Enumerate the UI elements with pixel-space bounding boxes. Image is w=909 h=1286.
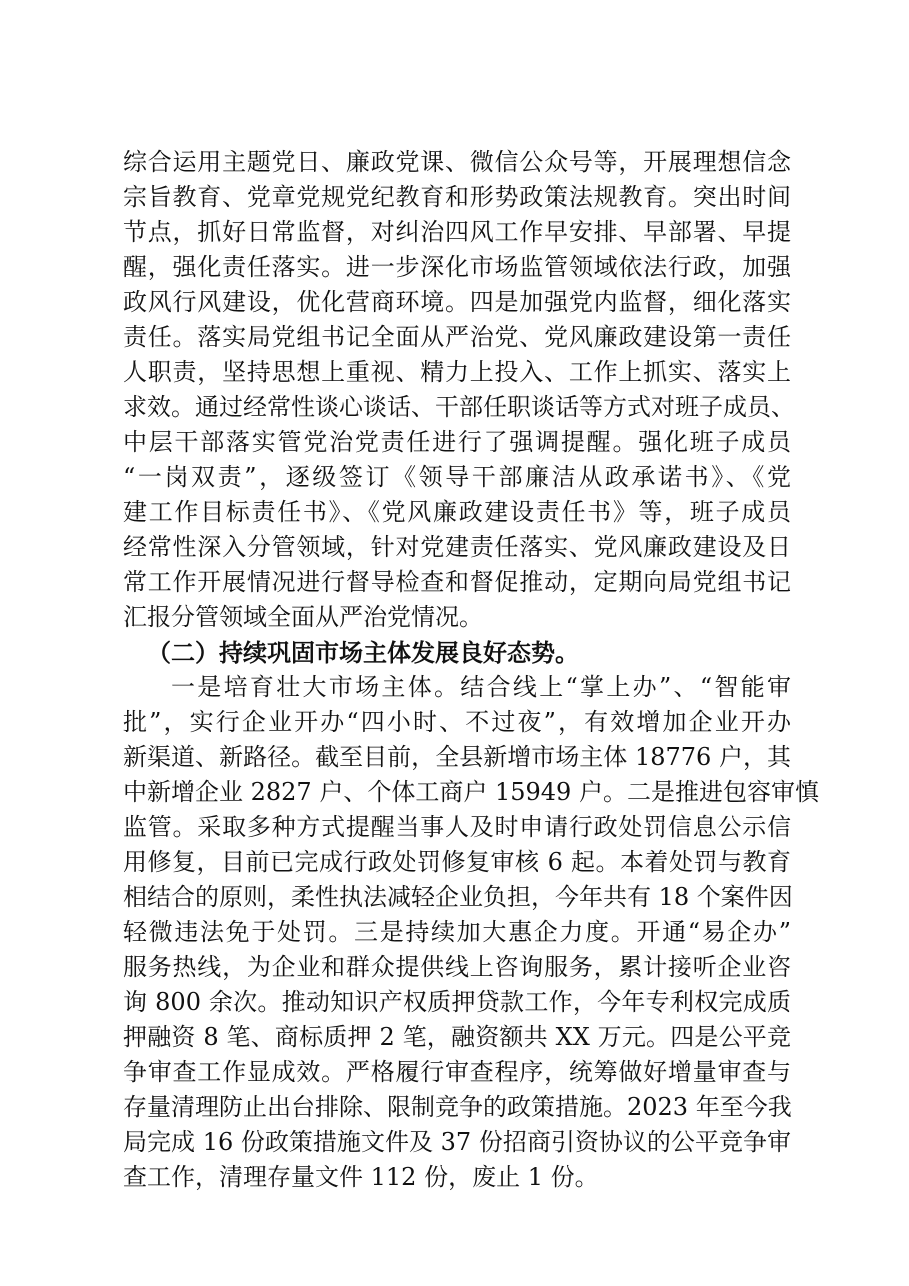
text-line: 局完成 16 份政策措施文件及 37 份招商引资协议的公平竞争审 xyxy=(123,1128,791,1156)
text-line: 常工作开展情况进行督导检查和督促推动，定期向局党组书记 xyxy=(123,568,791,596)
text-line: 宗旨教育、党章党规党纪教育和形势政策法规教育。突出时间 xyxy=(123,183,791,211)
text-line: 用修复，目前已完成行政处罚修复审核 6 起。本着处罚与教育 xyxy=(123,848,791,876)
document-body xyxy=(123,145,819,1195)
text-line: 建工作目标责任书》、《党风廉政建设责任书》等，班子成员 xyxy=(123,498,791,526)
text-line: 相结合的原则，柔性执法减轻企业负担，今年共有 18 个案件因 xyxy=(123,883,793,911)
text-line: 节点，抓好日常监督，对纠治四风工作早安排、早部署、早提 xyxy=(123,218,791,246)
text-line: 责任。落实局党组书记全面从严治党、党风廉政建设第一责任 xyxy=(123,323,791,351)
paragraph-party-supervision xyxy=(123,145,795,635)
text-line: 中新增企业 2827 户、个体工商户 15949 户。二是推进包容审慎 xyxy=(123,778,819,806)
text-line: 人职责，坚持思想上重视、精力上投入、工作上抓实、落实上 xyxy=(123,358,791,386)
text-line: “一岗双责”，逐级签订《领导干部廉洁从政承诺书》、《党 xyxy=(123,463,791,491)
text-line: 政风行风建设，优化营商环境。四是加强党内监督，细化落实 xyxy=(123,288,791,316)
text-line: 查工作，清理存量文件 112 份，废止 1 份。 xyxy=(123,1163,599,1191)
text-line: 汇报分管领域全面从严治党情况。 xyxy=(123,603,483,631)
text-line: 服务热线，为企业和群众提供线上咨询服务，累计接听企业咨 xyxy=(123,953,791,981)
paragraph-market-entities xyxy=(123,670,819,1195)
text-line: 询 800 余次。推动知识产权质押贷款工作，今年专利权完成质 xyxy=(123,988,791,1016)
text-line: 一是培育壮大市场主体。结合线上“掌上办”、“智能审 xyxy=(171,673,791,701)
text-line: 求效。通过经常性谈心谈话、干部任职谈话等方式对班子成员、 xyxy=(123,393,795,421)
text-line: 存量清理防止出台排除、限制竞争的政策措施。2023 年至今我 xyxy=(123,1093,792,1121)
text-line: 醒，强化责任落实。进一步深化市场监管领域依法行政，加强 xyxy=(123,253,791,281)
text-line: 押融资 8 笔、商标质押 2 笔，融资额共 XX 万元。四是公平竞 xyxy=(123,1023,791,1051)
text-line: 争审查工作显成效。严格履行审查程序，统筹做好增量审查与 xyxy=(123,1058,791,1086)
text-line: 新渠道、新路径。截至目前，全县新增市场主体 18776 户，其 xyxy=(123,743,791,771)
text-line: 综合运用主题党日、廉政党课、微信公众号等，开展理想信念 xyxy=(123,148,791,176)
text-line: 监管。采取多种方式提醒当事人及时申请行政处罚信息公示信 xyxy=(123,813,791,841)
text-line: 经常性深入分管领域，针对党建责任落实、党风廉政建设及日 xyxy=(123,533,791,561)
text-line: 批”，实行企业开办“四小时、不过夜”，有效增加企业开办 xyxy=(123,708,791,736)
section-heading: （二）持续巩固市场主体发展良好态势。 xyxy=(147,638,579,667)
text-line: 中层干部落实管党治党责任进行了强调提醒。强化班子成员 xyxy=(123,428,791,456)
text-line: 轻微违法免于处罚。三是持续加大惠企力度。开通“易企办” xyxy=(123,918,791,946)
